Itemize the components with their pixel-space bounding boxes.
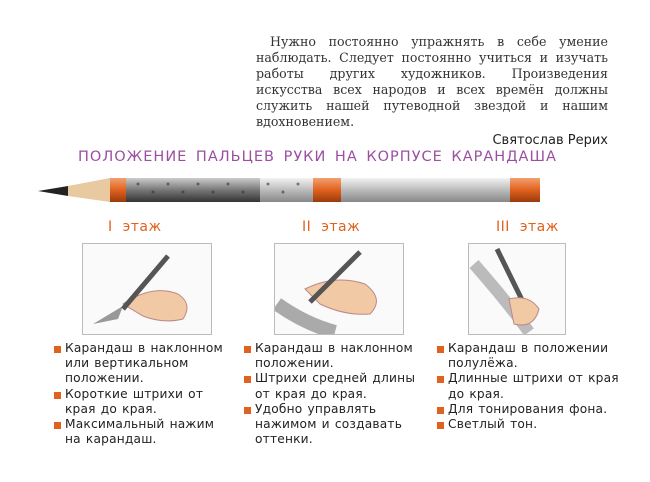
hand-grip-image-1 (82, 243, 212, 335)
list-item: Короткие штрихи от края до края. (54, 387, 232, 417)
floor-label-2: II этаж (302, 219, 361, 235)
list-item: Длинные штрихи от края до края. (437, 371, 637, 401)
list-item: Удобно управлять нажимом и создавать оттенки. (244, 402, 424, 448)
list-item: Максимальный нажим на карандаш. (54, 417, 232, 447)
list-item: Штрихи средней длины от края до края. (244, 371, 424, 401)
hand-grip-image-2 (274, 243, 404, 335)
floor-label-3: III этаж (496, 219, 559, 235)
list-item: Карандаш в положении полулёжа. (437, 341, 637, 371)
pencil-illustration (38, 172, 548, 202)
floor-1-list (54, 341, 232, 447)
epigraph (256, 34, 608, 149)
list-item: Для тонирования фона. (437, 402, 637, 417)
floor-2-list (244, 341, 424, 447)
list-item: Карандаш в наклонном или вертикальном положении. (54, 341, 232, 387)
floor-3-list (437, 341, 637, 432)
hand-grip-image-3 (468, 243, 566, 335)
list-item: Светлый тон. (437, 417, 637, 432)
section-title: ПОЛОЖЕНИЕ ПАЛЬЦЕВ РУКИ НА КОРПУСЕ КАРАНДАША (78, 149, 557, 165)
epigraph-quote (256, 34, 608, 130)
quote-text: Нужно постоянно упражнять в себе умение наблюдать. Следует постоянно учиться и изучать работы других художников. Произведения искусства всех народов и всех времён должны служить нашей путеводной звездой и нашим вдохновением. (256, 34, 608, 129)
quote-author: Святослав Рерих (492, 133, 608, 148)
floor-label-1: I этаж (108, 219, 162, 235)
list-item: Карандаш в наклонном положении. (244, 341, 424, 371)
